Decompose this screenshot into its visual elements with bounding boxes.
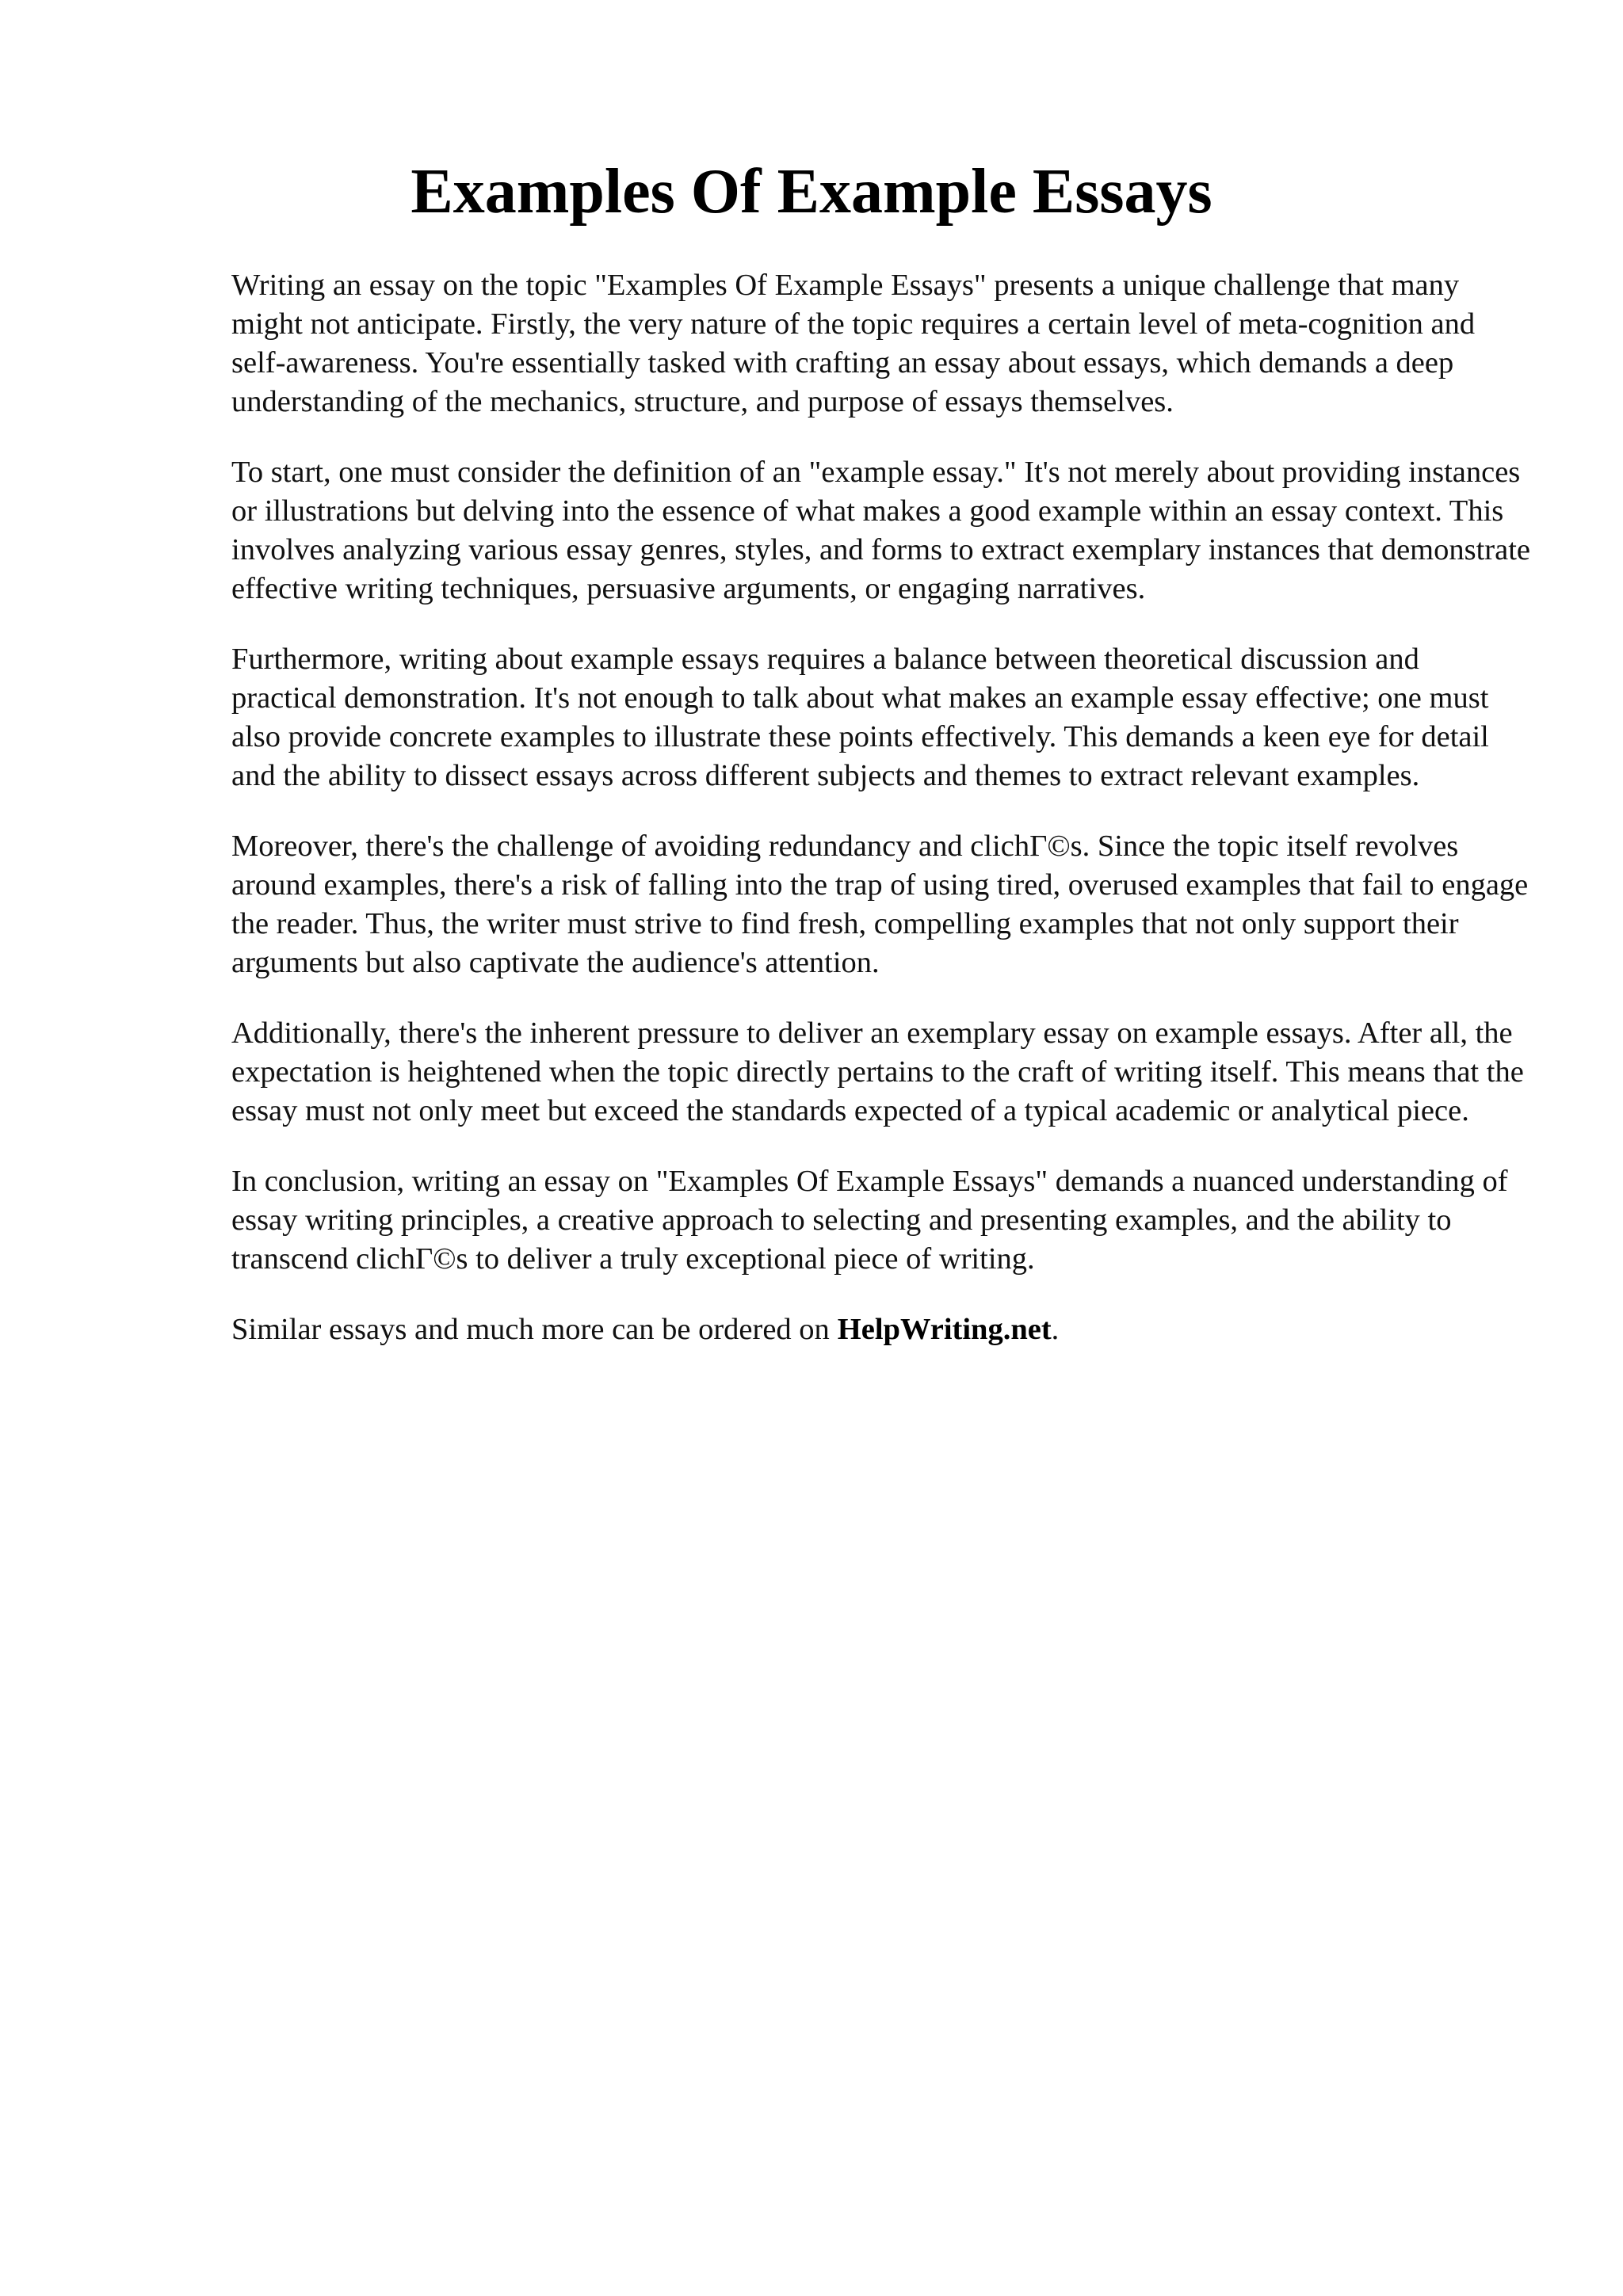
footer-suffix: .: [1051, 1313, 1060, 1346]
paragraph-1: Writing an essay on the topic "Examples Of Example Essays" presents a unique challenge that many might not anticipate. Firstly, the very nature of the topic requires a certain level of meta-cognition and self-awareness. You're essentially tasked with crafting an essay about essays, which demands a deep understanding of the mechanics, structure, and purpose of essays themselves.: [231, 269, 1476, 418]
footer-line: [231, 1310, 1531, 1349]
helpwriting-link[interactable]: HelpWriting.net: [837, 1313, 1052, 1346]
document-title: Examples Of Example Essays: [411, 157, 1212, 227]
paragraph-5: Additionally, there's the inherent pressure to deliver an exemplary essay on example essays. After all, the expectation is heightened when the topic directly pertains to the craft of writing itself. This means that the essay must not only meet but exceed the standards expected of a typical academic or analytical piece.: [231, 1016, 1524, 1127]
paragraph-4: Moreover, there's the challenge of avoiding redundancy and clichΓ©s. Since the topic itself revolves around examples, there's a risk of falling into the trap of using tired, overused examples that fail to engage the reader. Thus, the writer must strive to find fresh, compelling examples that not only support their arguments but also captivate the audience's attention.: [231, 830, 1529, 979]
paragraph-2: To start, one must consider the definition of an "example essay." It's not merely about providing instances or illustrations but delving into the essence of what makes a good example within an essay context. This involves analyzing various essay genres, styles, and forms to extract exemplary instances that demonstrate effective writing techniques, persuasive arguments, or engaging narratives.: [231, 456, 1530, 605]
paragraph-6: In conclusion, writing an essay on "Examples Of Example Essays" demands a nuanced understanding of essay writing principles, a creative approach to selecting and presenting examples, and the ability to transcend clichΓ©s to deliver a truly exceptional piece of writing.: [231, 1165, 1508, 1276]
paragraph-3: Furthermore, writing about example essays requires a balance between theoretical discussion and practical demonstration. It's not enough to talk about what makes an example essay effective; one must also provide concrete examples to illustrate these points effectively. This demands a keen eye for detail and the ability to dissect essays across different subjects and themes to extract relevant examples.: [231, 643, 1489, 792]
footer-prefix: Similar essays and much more can be ordered on: [231, 1313, 830, 1346]
document-body: [231, 266, 1531, 1349]
